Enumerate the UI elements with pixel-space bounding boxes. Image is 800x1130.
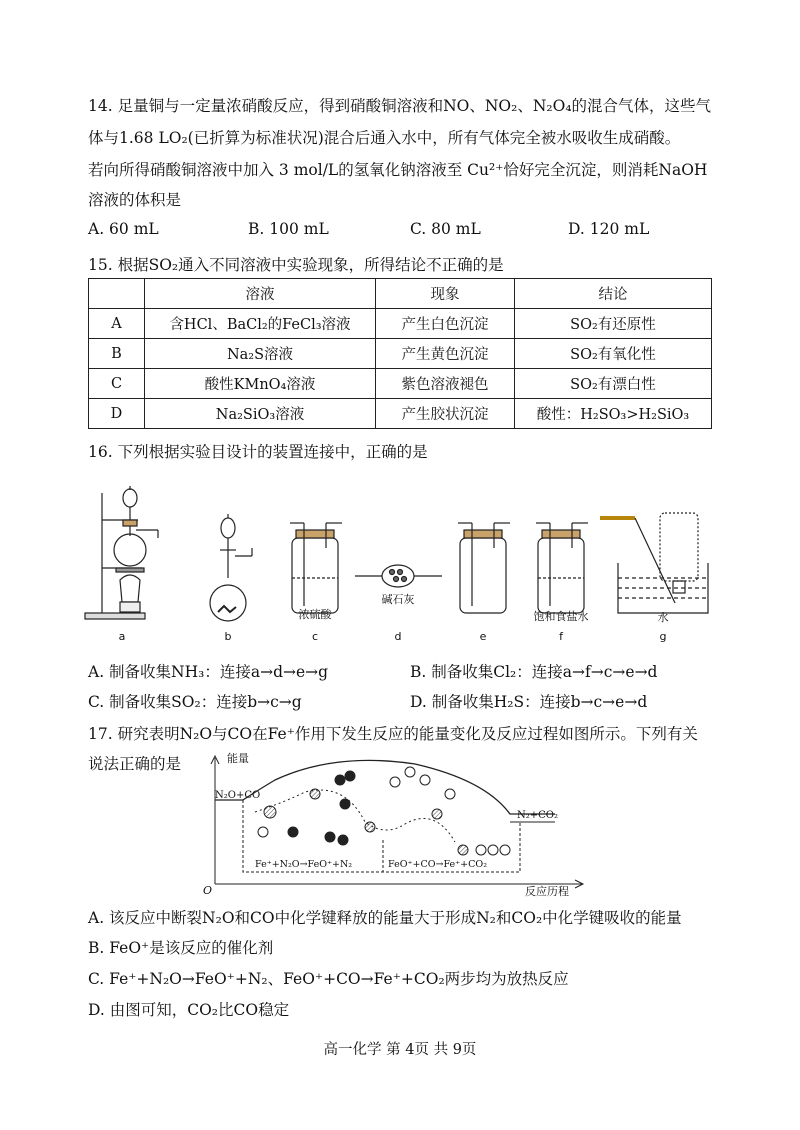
inner-path <box>255 790 455 842</box>
apparatus-f <box>536 523 588 613</box>
origin-label: O <box>203 884 213 897</box>
molecule-icon <box>345 771 355 781</box>
table-cell: Na₂SiO₃溶液 <box>145 399 376 429</box>
reagent-c-label: 浓硫酸 <box>298 608 332 621</box>
table-row <box>89 399 712 429</box>
q14-line-4: 溶液的体积是 <box>88 191 182 209</box>
q14-option-b: B. 100 mL <box>248 220 329 238</box>
table-row <box>89 309 712 339</box>
q17-line-2: 说法正确的是 <box>88 755 182 773</box>
molecule-icon <box>445 789 455 799</box>
table-cell: 产生黄色沉淀 <box>376 339 515 369</box>
x-axis-label: 反应历程 <box>525 885 569 897</box>
table-cell: A <box>89 309 145 339</box>
step1-label: Fe⁺+N₂O→FeO⁺+N₂ <box>255 859 353 870</box>
table-cell: 酸性：H₂SO₃>H₂SiO₃ <box>515 399 712 429</box>
table-cell: C <box>89 369 145 399</box>
q17-option-d: D. 由图可知，CO₂比CO稳定 <box>88 1001 290 1019</box>
molecule-icon <box>335 775 345 785</box>
q16-stem: 16. 下列根据实验目设计的装置连接中，正确的是 <box>88 443 428 461</box>
table-row <box>89 339 712 369</box>
table-cell: 产生胶状沉淀 <box>376 399 515 429</box>
q16-apparatus-figure <box>80 468 720 646</box>
molecule-icon <box>310 789 320 799</box>
page-footer: 高一化学 第 4页 共 9页 <box>323 1042 477 1058</box>
table-cell: B <box>89 339 145 369</box>
molecule-icon <box>288 827 298 837</box>
molecule-icon <box>458 845 468 855</box>
q17-option-a: A. 该反应中断裂N₂O和CO中化学键释放的能量大于形成N₂和CO₂中化学键吸收的能量 <box>88 909 682 927</box>
molecule-icon <box>432 809 442 819</box>
q17-energy-diagram <box>195 752 595 897</box>
q14-option-c: C. 80 mL <box>410 220 481 238</box>
q14-option-a: A. 60 mL <box>88 220 159 238</box>
q15-table <box>88 278 712 429</box>
q14-line-3: 若向所得硝酸铜溶液中加入 3 mol/L的氢氧化钠溶液至 Cu²⁺恰好完全沉淀，则消耗NaOH <box>88 161 708 179</box>
reagent-f-label: 饱和食盐水 <box>533 610 589 623</box>
molecule-icon <box>390 777 400 787</box>
table-header-cell <box>89 279 145 309</box>
q17-option-c: C. Fe⁺+N₂O→FeO⁺+N₂、FeO⁺+CO→Fe⁺+CO₂两步均为放热反应 <box>88 970 569 988</box>
apparatus-b-label: b <box>224 630 232 643</box>
table-header-cell: 结论 <box>515 279 712 309</box>
q16-option-b: B. 制备收集Cl₂：连接a→f→c→e→d <box>410 663 658 681</box>
apparatus-g-label: g <box>659 630 667 643</box>
y-axis-label: 能量 <box>227 752 249 765</box>
molecule-icon <box>340 799 350 809</box>
apparatus-c-label: c <box>311 630 319 643</box>
table-cell: 产生白色沉淀 <box>376 309 515 339</box>
apparatus-e <box>458 523 510 613</box>
molecule-icon <box>488 845 498 855</box>
apparatus-e-label: e <box>479 630 487 643</box>
products-label: N₂+CO₂ <box>517 810 558 821</box>
q15-stem: 15. 根据SO₂通入不同溶液中实验现象，所得结论不正确的是 <box>88 256 504 274</box>
molecule-icon <box>325 832 335 842</box>
q16-option-c: C. 制备收集SO₂：连接b→c→g <box>88 693 302 711</box>
apparatus-d <box>355 565 442 587</box>
molecule-icon <box>264 806 276 818</box>
table-header-row <box>89 279 712 309</box>
table-cell: SO₂有还原性 <box>515 309 712 339</box>
table-cell: SO₂有漂白性 <box>515 369 712 399</box>
table-cell: D <box>89 399 145 429</box>
q16-option-a: A. 制备收集NH₃：连接a→d→e→g <box>88 663 329 681</box>
apparatus-c <box>290 523 342 613</box>
reactants-label: N₂O+CO <box>215 790 261 801</box>
table-cell: 含HCl、BaCl₂的FeCl₃溶液 <box>145 309 376 339</box>
table-cell: 酸性KMnO₄溶液 <box>145 369 376 399</box>
table-header-cell: 溶液 <box>145 279 376 309</box>
energy-curve <box>215 760 555 814</box>
q17-line-1: 17. 研究表明N₂O与CO在Fe⁺作用下发生反应的能量变化及反应过程如图所示。下列有关 <box>88 725 698 743</box>
q17-option-b: B. FeO⁺是该反应的催化剂 <box>88 939 274 957</box>
apparatus-g <box>600 513 708 613</box>
apparatus-f-label: f <box>559 630 563 643</box>
q14-line-2: 体与1.68 LO₂(已折算为标准状况)混合后通入水中，所有气体完全被水吸收生成硝酸。 <box>88 129 681 147</box>
table-row <box>89 369 712 399</box>
q14-option-d: D. 120 mL <box>568 220 650 238</box>
reagent-g-label: 水 <box>657 611 669 624</box>
apparatus-a <box>85 486 158 619</box>
molecule-icon <box>500 845 510 855</box>
table-cell: Na₂S溶液 <box>145 339 376 369</box>
table-cell: 紫色溶液褪色 <box>376 369 515 399</box>
molecule-icon <box>365 822 375 832</box>
molecule-icon <box>420 775 430 785</box>
step2-label: FeO⁺+CO→Fe⁺+CO₂ <box>388 859 488 870</box>
molecule-icon <box>405 767 415 777</box>
table-cell: SO₂有氧化性 <box>515 339 712 369</box>
molecule-icon <box>258 827 268 837</box>
molecule-icon <box>476 845 486 855</box>
q14-line-1: 14. 足量铜与一定量浓硝酸反应，得到硝酸铜溶液和NO、NO₂、N₂O₄的混合气体，这些气 <box>88 97 712 115</box>
molecule-icon <box>338 835 348 845</box>
apparatus-a-label: a <box>118 630 126 643</box>
reagent-d-label: 碱石灰 <box>381 593 415 606</box>
table-header-cell: 现象 <box>376 279 515 309</box>
q16-option-d: D. 制备收集H₂S：连接b→c→e→d <box>410 693 648 711</box>
apparatus-d-label: d <box>394 630 402 643</box>
apparatus-b <box>210 514 252 621</box>
